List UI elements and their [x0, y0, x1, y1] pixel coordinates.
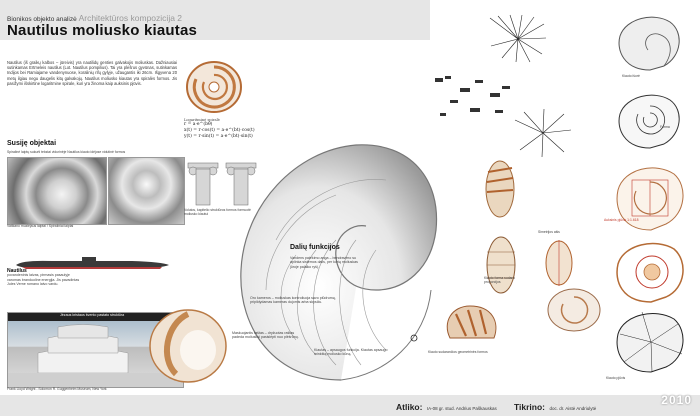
golden-ratio-shell — [612, 160, 690, 235]
footer-year: 2010 — [661, 393, 692, 407]
footer-author — [396, 397, 497, 415]
author-label: Atliko: — [396, 402, 423, 412]
logarithmic-spiral-block — [184, 118, 274, 140]
shell-cross-section-colored — [612, 236, 690, 306]
author-text: IA-08 gr. stud. Andrius Paškauskas — [426, 406, 497, 411]
caption-golden-ratio: Auksinis pjūvis 1:1.618 — [604, 218, 639, 222]
spiral-dots-diagram — [430, 68, 520, 123]
museum-caption: Frank Lloyd Wright - Solomon R. Guggenheim Museum, New York — [7, 387, 107, 391]
shell-proportions — [470, 232, 532, 297]
museum-banner: Jėzaus kristaus švento pastato struktūra — [60, 313, 125, 317]
caption-opening: Vandens patekimo anga – bendravimo su aplinka sistemos dalis, per kurią moliuskas jūroje palaiko ryšį. — [290, 256, 358, 269]
checker-text: doc. dr. Aistė Andriulytė — [549, 406, 597, 411]
ionic-caption: Volutos, kapitelio struktūros formos formuotė moliusko kiautui — [184, 208, 251, 217]
checker-label: Tikrino: — [514, 402, 546, 412]
caption-shell-exterior: Kiauto išorė — [622, 74, 640, 78]
caption-shell: Kiautas – apsaugos funkcija. Kiautas apsaugo minkštą moliusko kūną. — [314, 348, 388, 357]
stairs-photo-left — [7, 157, 107, 225]
footer-checker — [514, 397, 596, 415]
subtitle-text: Bionikos objekto analizė — [7, 16, 77, 23]
caption-cross-section: Kiauto pjūvis — [606, 376, 626, 380]
shell-front-view — [470, 158, 530, 220]
submarine-description: povandeninis laivas, pirmasis pasaulyje varomas branduoline energija. Jis pavadintas Jules Verne romano laivo vardu. — [7, 273, 80, 287]
submarine-image — [12, 256, 172, 272]
formula-title: Logaritminė spiralė — [184, 118, 220, 122]
radial-lines-diagram-bottom — [514, 108, 572, 158]
shell-geometry-lines — [612, 306, 690, 376]
shell-section-image — [184, 55, 244, 115]
caption-camouflage: Maskuojantis raštas – dryžuotas raštas padeda moliuskui pasislėpti nuo plėšrūnų. — [232, 331, 299, 340]
formula-line-3: y(t) = r·sin(t) = a·e^(bt)·sin(t) — [184, 134, 253, 140]
caption-form: Forma — [660, 125, 670, 129]
section-part-functions: Dalių funkcijos — [290, 244, 340, 251]
stairs-caption: Spiralinė laiptų sukurti tekstai vidurinėje Nautilus kiauto idėjose vidutinė formos — [7, 150, 126, 154]
caption-shell-form: Kiauto forma sudaro proporcijos — [484, 276, 515, 285]
course-name: Architektūros kompozicija 2 — [78, 13, 183, 23]
shell-photo-bottom — [146, 304, 231, 386]
caption-symmetry-axis: Simetrijos ašis — [538, 230, 560, 234]
shell-geometric-forms-image — [440, 302, 502, 347]
caption-geometric-forms: Kiauto sudarančios geometrinės formos — [428, 350, 488, 354]
shell-front-symmetry — [534, 238, 584, 288]
section-related-objects: Susiję objektai — [7, 140, 57, 147]
stairs-photo-right — [108, 157, 185, 225]
intro-text: Nautilus (iš graikų kalbos – jūreivis) yra nautilidų genties galvakojis moliuskas. Dažniausiai sutinkamas Ertmeleis nautilus (Lot. Nautilus pompilius). Tai yra plėšrus gyvūnas, sutinkamas Indijos bei Ramiajame vandenynuose, koralinių rifų gylyje, užaugantis iki 26cm. Išgyvena 20 metų ilgiau negu daugelis kitų galvakojų. Nautilus moliusko kiautas yra spiralės formos. Jis pasižymi išskirtine logaritmine spirale, kuri yra žinoma kaip auksinis pjūvis. — [7, 60, 177, 86]
radial-lines-diagram-top — [488, 14, 548, 64]
formula-line-1: r = a·e^(bθ) — [184, 122, 213, 128]
shell-spiral-form — [614, 90, 686, 152]
submarine-title: Nautilus — [7, 268, 27, 274]
shell-exterior-image — [614, 12, 686, 74]
formula-line-2: x(t) = r·cos(t) = a·e^(bt)·cos(t) — [184, 128, 255, 134]
stairs-bottom-caption: Vatikano muziejaus laiptai / Spiraliniai laiptai — [7, 224, 74, 228]
shell-sketch-photo — [545, 286, 603, 334]
page-title: Nautilus moliusko kiautas — [7, 22, 198, 39]
caption-air-chambers: Oro kameros – moliuskas kontroliuoja savo plūdrumą, pripildydamas kameras dujomis arba skysčiu. — [250, 296, 336, 305]
